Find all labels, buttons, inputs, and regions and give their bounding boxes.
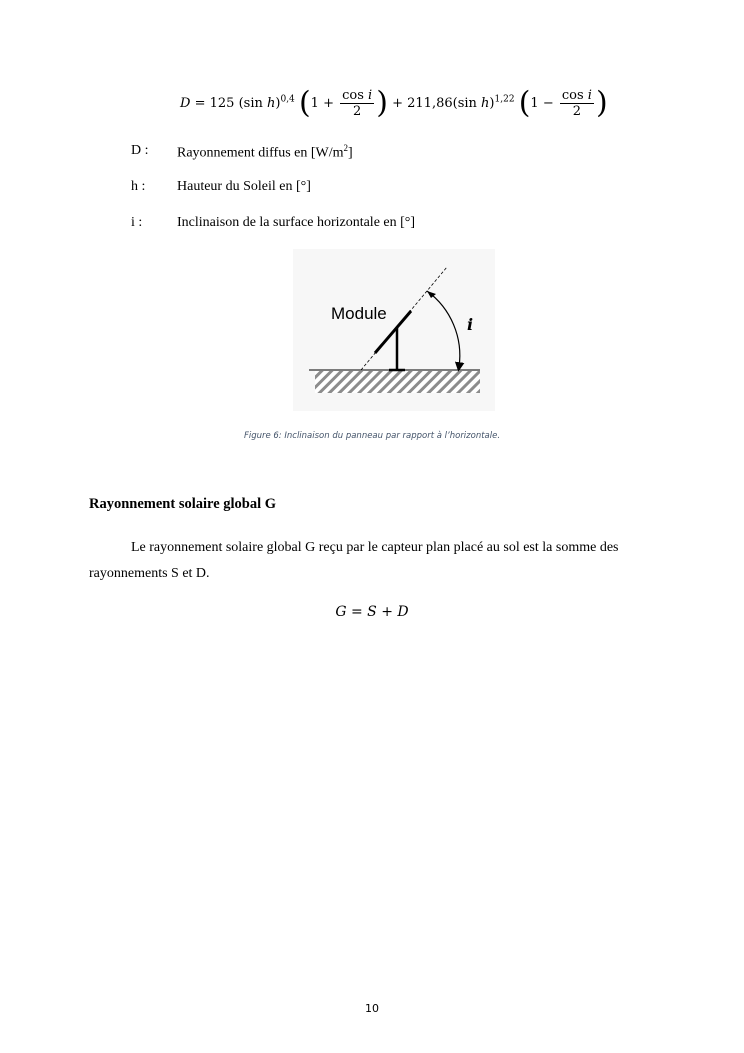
formula-d-sin2: sin	[457, 96, 477, 111]
formula-diffuse: D = 125 (sin h)$^{0,4}$ (1 + $\frac{\text{cos i}}{2}$ ) + 211,86(sin h)$^{1,22}$ (1 − $\frac{\text{cos i}}{2}$ )	[180, 85, 608, 121]
formula-d-exp1: 0,4	[280, 94, 295, 105]
formula-d-paren-open-1: (	[298, 85, 311, 121]
page-number: 10	[365, 1002, 379, 1015]
definition-d-text: Rayonnement diffus en $[W/m^2]$	[177, 143, 353, 161]
formula-g-eq: =	[350, 604, 363, 620]
module-label: Module	[331, 304, 387, 323]
formula-d-one2: 1	[530, 96, 539, 111]
definition-h-symbol: h :	[131, 179, 146, 194]
formula-d-h2: h	[481, 96, 490, 111]
formula-d-paren-close-1: )	[376, 85, 388, 121]
paragraph-line-2: rayonnements S et D.	[89, 566, 210, 581]
definition-i-text: Inclinaison de la surface horizontale en [°]	[177, 215, 416, 230]
formula-d-coef2: 211,86	[407, 96, 453, 111]
inclination-diagram	[293, 249, 495, 411]
formula-d-minus: −	[542, 96, 554, 111]
formula-d-i1: i	[368, 88, 373, 103]
formula-d-den2: 2	[572, 104, 582, 119]
formula-d-i2: i	[587, 88, 592, 103]
formula-d-cos1: cos	[342, 88, 364, 103]
formula-d-den1: 2	[353, 104, 362, 119]
formula-d-plus2: +	[392, 96, 403, 111]
formula-d-h1: h	[267, 96, 276, 111]
paragraph-line-1: Le rayonnement solaire global G reçu par le capteur plan placé au sol est la somme des	[131, 540, 619, 555]
formula-d-sin1: sin	[243, 96, 263, 111]
formula-g-d: D	[397, 604, 409, 620]
formula-d-plus1: +	[323, 96, 334, 111]
figure-inclination	[293, 249, 495, 411]
angle-arc	[427, 291, 460, 367]
angle-label: i	[467, 315, 474, 334]
formula-d-lhs: D	[180, 96, 191, 111]
formula-d-one1: 1	[310, 96, 319, 111]
formula-g-s: S	[367, 604, 377, 620]
formula-g-plus: +	[381, 604, 393, 620]
formula-g-lhs: G	[335, 604, 347, 620]
figure-caption: Figure 6: Inclinaison du panneau par rapport à l’horizontale.	[243, 431, 501, 441]
ground-hatch	[315, 371, 480, 393]
definition-h-text: Hauteur du Soleil en [°]	[177, 179, 311, 194]
formula-d-coef1: 125	[209, 96, 235, 111]
formula-d-fraction-1	[340, 88, 374, 119]
formula-d-eq: =	[194, 96, 206, 111]
formula-d-fraction-2	[560, 88, 594, 119]
formula-d-cos2: cos	[561, 88, 584, 103]
section-heading: Rayonnement solaire global G	[89, 496, 277, 512]
definition-i-symbol: i :	[131, 215, 143, 230]
formula-d-paren-close-2: )	[595, 85, 608, 121]
formula-global	[0, 604, 744, 620]
definition-d-symbol: D :	[131, 143, 149, 158]
formula-d-paren-open-2: (	[518, 85, 531, 121]
formula-d-exp2: 1,22	[494, 94, 515, 105]
